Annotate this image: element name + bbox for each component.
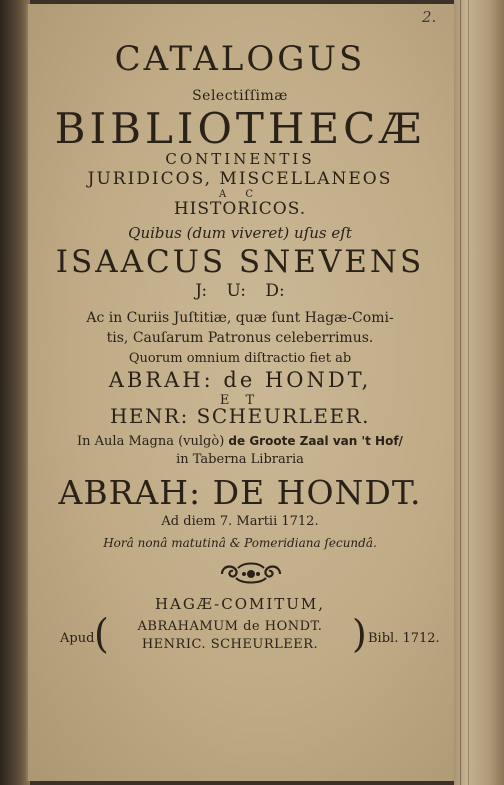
sale-time: Horâ nonâ matutinâ & Pomeridiana ſecundâ.	[103, 536, 377, 550]
page-edge	[454, 0, 504, 785]
juridicos-line: JURIDICOS, MISCELLANEOS	[87, 169, 393, 189]
sale-location-line-2: in Taberna Libraria	[176, 452, 304, 467]
sale-date: Ad diem 7. Martii 1712.	[161, 514, 319, 529]
location-dutch: de Groote Zaal van 't Hof/	[228, 434, 403, 448]
imprint-bibl: Bibl. 1712.	[368, 631, 440, 646]
selectissimae-line: Selectiſſimæ	[192, 88, 288, 104]
quorum-line: Quorum omnium diſtractio fiet ab	[128, 351, 352, 366]
page-number: 2.	[422, 8, 437, 26]
imprint-apud: Apud	[60, 631, 95, 646]
quibus-line: Quibus (dum viveret) uſus eſt	[128, 224, 352, 242]
imprint-city: HAGÆ-COMITUM,	[154, 595, 326, 613]
sale-location-line-1	[30, 435, 450, 448]
et-line: E T	[219, 393, 261, 408]
owner-degree: J: U: D:	[195, 281, 285, 301]
owner-description-line-1: Ac in Curiis Juſtitiæ, quæ ſunt Hagæ-Comi-	[86, 310, 394, 326]
continentis-line: CONTINENTIS	[165, 150, 315, 168]
imprint-block	[60, 610, 460, 659]
left-brace-icon: (	[94, 610, 109, 658]
publisher-2: HENRIC. SCHEURLEER.	[141, 637, 319, 652]
owner-description-line-2: tis, Cauſarum Patronus celeberrimus.	[106, 330, 374, 346]
ornament-icon	[218, 562, 284, 586]
owner-name: ISAACUS SNEVENS	[55, 244, 425, 280]
historicos-line: HISTORICOS.	[173, 199, 307, 219]
ac-line: A C	[218, 189, 262, 200]
bibliothecae-heading: BIBLIOTHECÆ	[54, 104, 426, 153]
publisher-1: ABRAHAMUM de HONDT.	[137, 619, 323, 634]
right-brace-icon: )	[352, 612, 367, 656]
catalogus-heading: CATALOGUS	[114, 39, 366, 79]
location-latin: In Aula Magna (vulgò)	[77, 434, 225, 449]
shop-owner: ABRAH: DE HONDT.	[58, 473, 422, 512]
seller-1: ABRAH: de HONDT,	[108, 368, 372, 392]
seller-2: HENR: SCHEURLEER.	[109, 404, 371, 428]
